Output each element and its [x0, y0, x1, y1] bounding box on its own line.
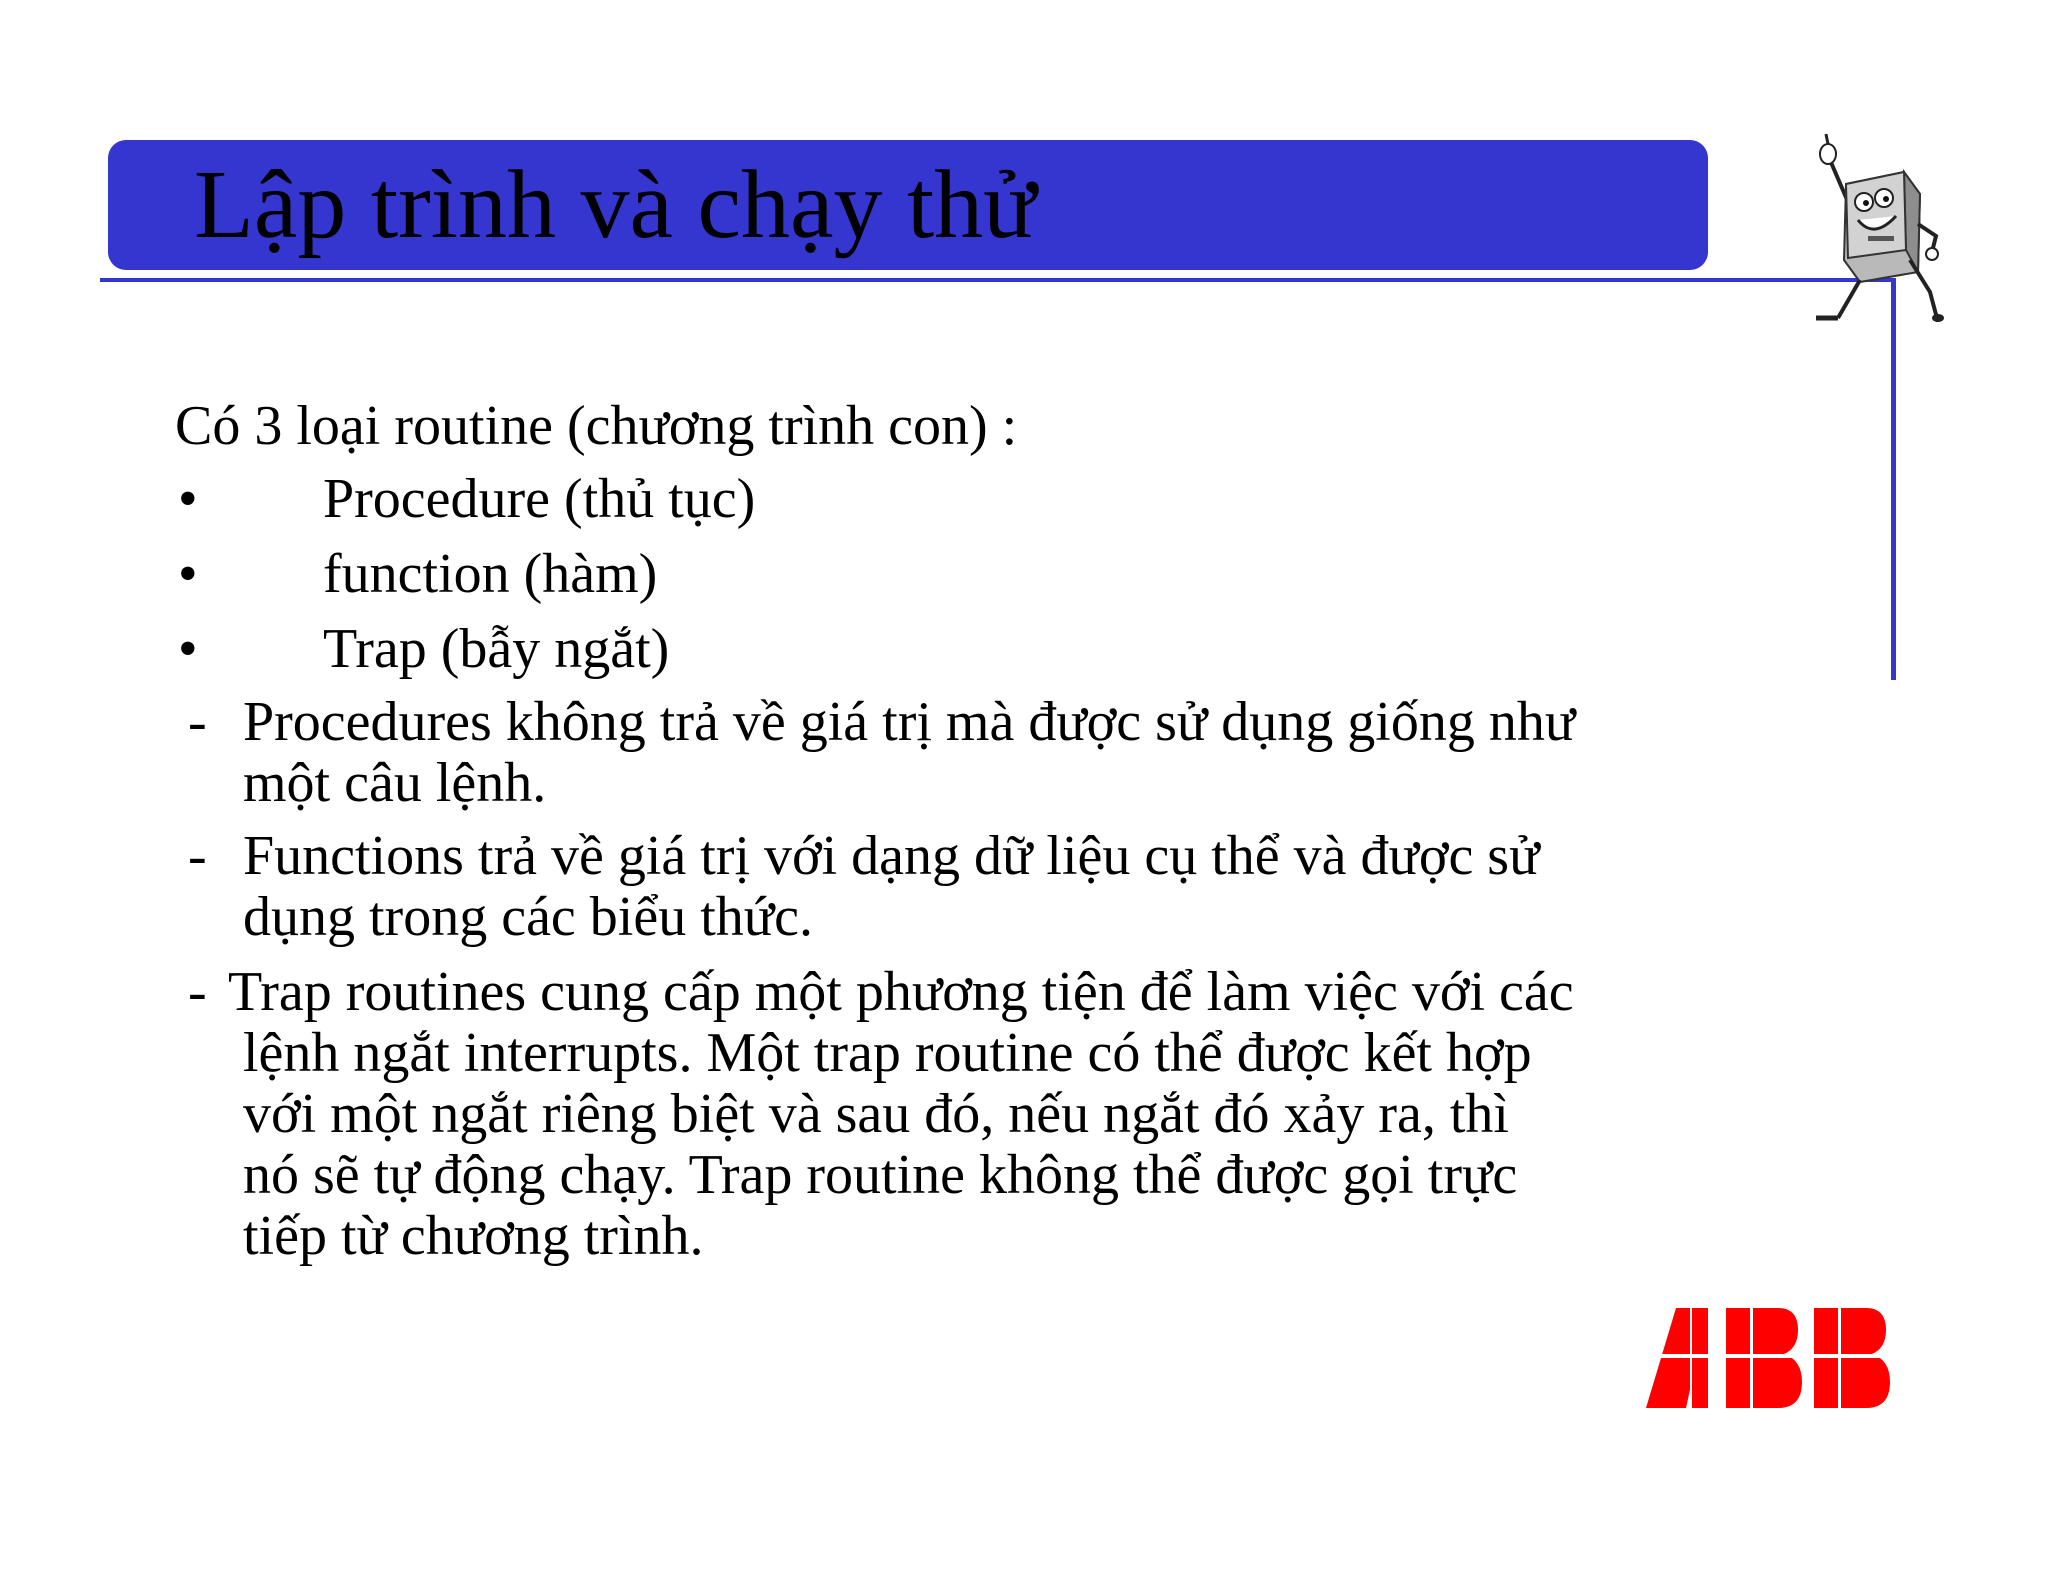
paragraph-marker: - — [188, 691, 207, 753]
paragraph-trap-line: nó sẽ tự động chạy. Trap routine không thể được gọi trực — [243, 1144, 1518, 1206]
intro-text: Có 3 loại routine (chương trình con) : — [175, 395, 1018, 457]
paragraph-trap-line: với một ngắt riêng biệt và sau đó, nếu ngắt đó xảy ra, thì — [243, 1083, 1509, 1145]
paragraph-trap-line: tiếp từ chương trình. — [243, 1205, 704, 1267]
bullet-marker: • — [178, 468, 198, 530]
bullet-item-trap: Trap (bẫy ngắt) — [323, 618, 670, 680]
paragraph-procedures-line: một câu lệnh. — [243, 752, 547, 814]
bullet-marker: • — [178, 543, 198, 605]
paragraph-marker: - — [188, 825, 207, 887]
bullet-item-procedure: Procedure (thủ tục) — [323, 468, 756, 530]
paragraph-trap-line: Trap routines cung cấp một phương tiện để làm việc với các — [228, 961, 1574, 1023]
paragraph-marker: - — [188, 961, 207, 1023]
paragraph-procedures-line: Procedures không trả về giá trị mà được sử dụng giống như — [243, 691, 1576, 753]
paragraph-trap-line: lệnh ngắt interrupts. Một trap routine có thể được kết hợp — [243, 1022, 1532, 1084]
paragraph-functions-line: Functions trả về giá trị với dạng dữ liệu cụ thể và được sử — [243, 825, 1540, 887]
paragraph-functions-line: dụng trong các biểu thức. — [243, 886, 813, 948]
bullet-item-function: function (hàm) — [323, 543, 658, 605]
abb-logo — [1646, 1308, 1890, 1408]
bullet-marker: • — [178, 618, 198, 680]
slide-title: Lập trình và chạy thử — [194, 151, 1037, 259]
